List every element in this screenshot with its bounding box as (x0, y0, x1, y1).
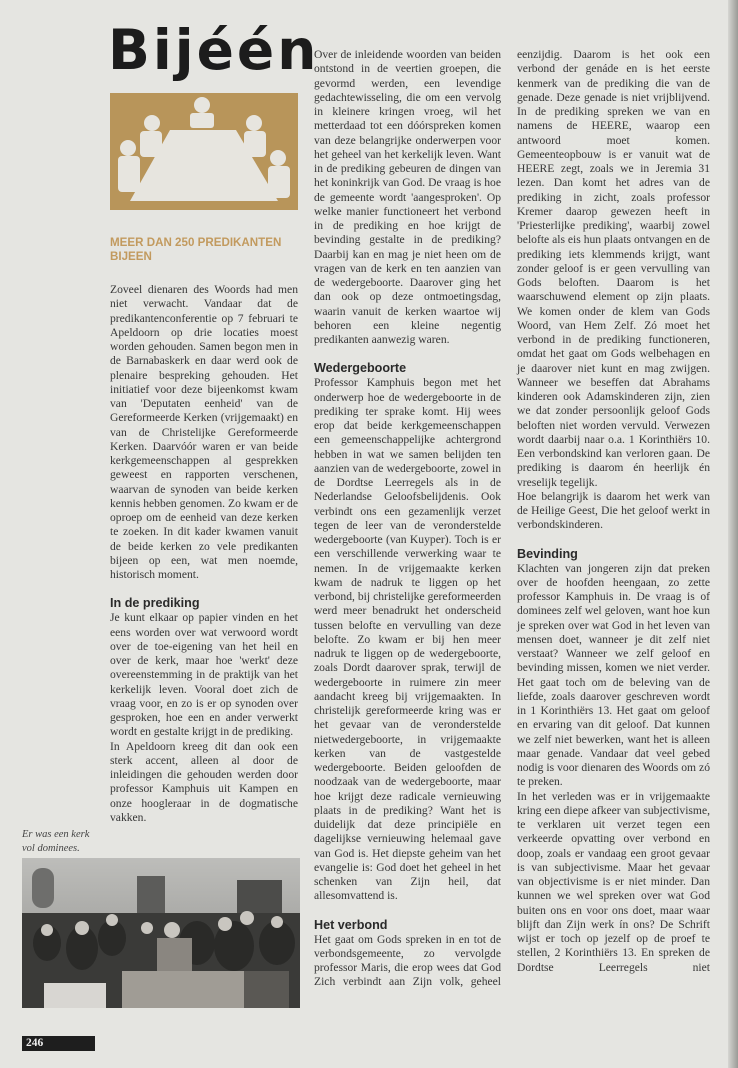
paragraph: Het gaat om Gods spreken in en tot de verbondsgemeente, zo vervolgde professor Maris, die erop wees dat God Zich verbindt aan Zijn volk, geheel (314, 932, 501, 989)
person-icon (270, 150, 286, 166)
intro-paragraph: Zoveel dienaren des Woords had men niet verwacht. Vandaar dat de predikantenconferentie op 7 februari te Apeldoorn op drie locaties moest worden gehouden. Samen begon men in de Barnabaskerk en daar werd ook de plenaire bespreking gehouden. Het initiatief voor deze bijeenkomst kwam van 'Deputaten eenheid' van de Gereformeerde Kerken (vrijgemaakt) en van de Christelijke Gereformeerde Kerken. Daarvóór waren er van beide kerkgemeenschappen al gesprekken geweest en rapporten verschenen, waarvan de synoden van beide kerken kennis hebben genomen. Zo kwam er de oproep om de eenheid van deze kerken te zoeken. In dit kader kwamen vanuit de beide kerken zo vele predikanten bijeen op een, wat men noemde, historisch moment. (110, 283, 298, 581)
section-heading: In de prediking (110, 596, 200, 611)
pew (44, 983, 106, 1008)
paragraph: In het verleden was er in vrijgemaakte kring een diepe afkeer van subjectivisme, te verklaren uit verzet tegen een verkeerde opvatting over verbond en doop, zoals er vandaag een groot gevaar is van subjectivisme. Maar het gevaar van objectivisme is er niet minder. Dan kunnen we wel spreken over wat God buiten ons en voor ons doet, maar waar blijft dan Zijn werk ín ons? De Schrift wijst er toch op jezelf op de proef te stellen, 2 Korinthiërs 13. En spreken de Dordtse Leerregels niet (517, 789, 710, 974)
page-number: 246 (22, 1036, 95, 1051)
paragraph: Over de inleidende woorden van beiden ontstond in de veertien groepen, die gevormd werden, een levendige gedachtewisseling, die om een vervolg in kleinere kringen vroeg, wil het metterdaad tot een dóórspreken komen van deze belangrijke onderwerpen voor het geheel van het kerkelijk leven. Want in de prediking gebeuren de dingen van het koninkrijk van God. De vraag is hoe de gemeente wordt 'aangesproken'. Op welke manier functioneert het verbond in de prediking en hoe krijgt de bevinding gestalte in de prediking? Daarbij kan en mag je niet heen om de vragen van de kerk en ten aanzien van de wedergeboorte. Daarover ging het dan ook op deze ontmoetingsdag, waarin vanuit de kerken waartoe wij behoren een kleine negentig predikanten aanwezig waren. (314, 48, 501, 346)
paragraph: Professor Kamphuis begon met het onderwerp hoe de wedergeboorte in de prediking ter sprake komt. Hij wees erop dat beide kerkgemeenschappen een gemeenschappelijke achtergrond hebben in wat we samen belijden ten aanzien van de wedergeboorte, zowel in de Dordtse Leerregels als in de Nederlandse Geloofsbelijdenis. Ook verbindt ons een gezamenlijk verzet tegen de leer van de veronderstelde wedergeboorte (van Kuyper). Toch is er een verschillende verwerking waar te nemen. In de vrijgemaakte kerken kwam de nadruk te liggen op het verbond, bij christelijke gereformeerden werd meer benadrukt het onderscheid tussen belofte en vervulling van deze belofte. Zo kwam er bij hen meer nadruk te liggen op de wedergeboorte, zoals Dordt daarover sprak, terwijl de wedergeboorte in ruimere zin meer aandacht kreeg bij vrijgemaakten. In christelijk gereformeerde kring was er het gevaar van de veronderstelde nietwedergeboorte, in vrijgemaakte kerken van de vastgestelde wedergeboorte. Beiden geloofden de noodzaak van de wedergeboorte, maar hoe krijgt deze radicale vernieuwing plaats in de prediking? Want het is duidelijk dat deze principiële en dagelijkse vernieuwing helemaal gave van God is. Het diepste geheim van het evangelie is: God doet het geheel in het schenken van Zijn heil, dat allesomvattend is. (314, 376, 501, 903)
column-3 (517, 48, 710, 975)
paragraph: Hoe belangrijk is daarom het werk van de Heilige Geest, Die het geloof werkt in verbondskinderen. (517, 489, 710, 532)
article-title: Bijéén (108, 18, 320, 82)
person-icon (246, 115, 262, 131)
page-edge (728, 0, 738, 1068)
caption-line: Er was een kerk (22, 829, 90, 840)
paragraph: Klachten van jongeren zijn dat preken over de hoofden heengaan, zo zette professor Kamphuis in. De vraag is of dominees zelf wel geloven, want hoe kun je spreken over wat God in het leven van mensen doet, wanneer je dit zelf niet verstaat? Wanneer we zelf geloof en bevinding missen, komen we niet verder. Het gaat toch om de beleving van de liefde, zoals daarover geschreven wordt in 1 Korinthiërs 13. Het gaat om geloof en ervaring van dit geloof. Dat kunnen we zelf niet bewerken, want het is alleen maar genade. Vandaar dat veel gebed nodig is voor dienaren des Woords om zó te preken. (517, 561, 710, 789)
paragraph: In Apeldoorn kreeg dit dan ook een sterk accent, alleen al door de inleidingen die gehouden werden door professor Kamphuis uit Kampen en onze hoogleraar in de dogmatische vakken. (110, 739, 298, 824)
article-subtitle: MEER DAN 250 PREDIKANTEN BIJEEN (110, 236, 282, 263)
caption-line: vol dominees. (22, 843, 80, 854)
photo-caption (22, 828, 107, 856)
church-audience-photo (22, 858, 300, 1008)
pew (122, 971, 244, 1008)
paragraph: eenzijdig. Daarom is het ook een verbond der genáde en is het eerste kenmerk van de prediking die van de genade. Deze genade is niet vrijblijvend. In de prediking spreken we van en namens de HEERE, waarop een antwoord moet komen. Gemeenteopbouw is er vanuit wat de HEERE zegt, zoals we in Jeremia 31 lezen. Dan komt het adres van de prediking in zicht, zoals professor Kremer daarop gewezen heeft in 'Priesterlijke prediking', waarbij zowel belofte als eis hun plaats ontvangen en de prediking iets klemmends krijgt, want zonder geloof is er geen vervulling van Gods beloften. Daarom is het waarschuwend element op zijn plaats. We komen onder de klem van Gods Woord, van Hem Zelf. Zó moet het verbond in de prediking functioneren, omdat het gaat om Gods welbehagen en je daarover niet kunt en mag zwijgen. Wanneer we beseffen dat Abrahams kinderen ook Adamskinderen zijn, zien we dat zonder persoonlijk geloof Gods beloften niet worden vervuld. Verwezen wordt daarbij naar o.a. 1 Korinthiërs 10. Een verbondskind kan verloren gaan. De prediking is daarom én heerlijk én vreselijk tegelijk. (517, 48, 710, 489)
section-heading: Wedergeboorte (314, 361, 407, 376)
meeting-table-illustration (110, 93, 298, 210)
paragraph: Je kunt elkaar op papier vinden en het eens worden over wat verwoord wordt over de toe-eigening van het heil en over de kerk, maar hoe 'werkt' deze overeenstemming in de praktijk van het kerkelijk leven. Vooral doet zich de vraag voor, en zo is er op synoden over gesproken, hoe een en ander verwerkt wordt en gestalte krijgt in de prediking. (110, 611, 298, 739)
column-1 (110, 283, 298, 825)
window (32, 868, 54, 908)
person-icon (144, 115, 160, 131)
column-2 (314, 48, 501, 990)
door (137, 876, 165, 916)
section-heading: Bevinding (517, 546, 578, 561)
section-heading: Het verbond (314, 917, 388, 932)
person-icon (120, 140, 136, 156)
person-icon (194, 97, 210, 113)
